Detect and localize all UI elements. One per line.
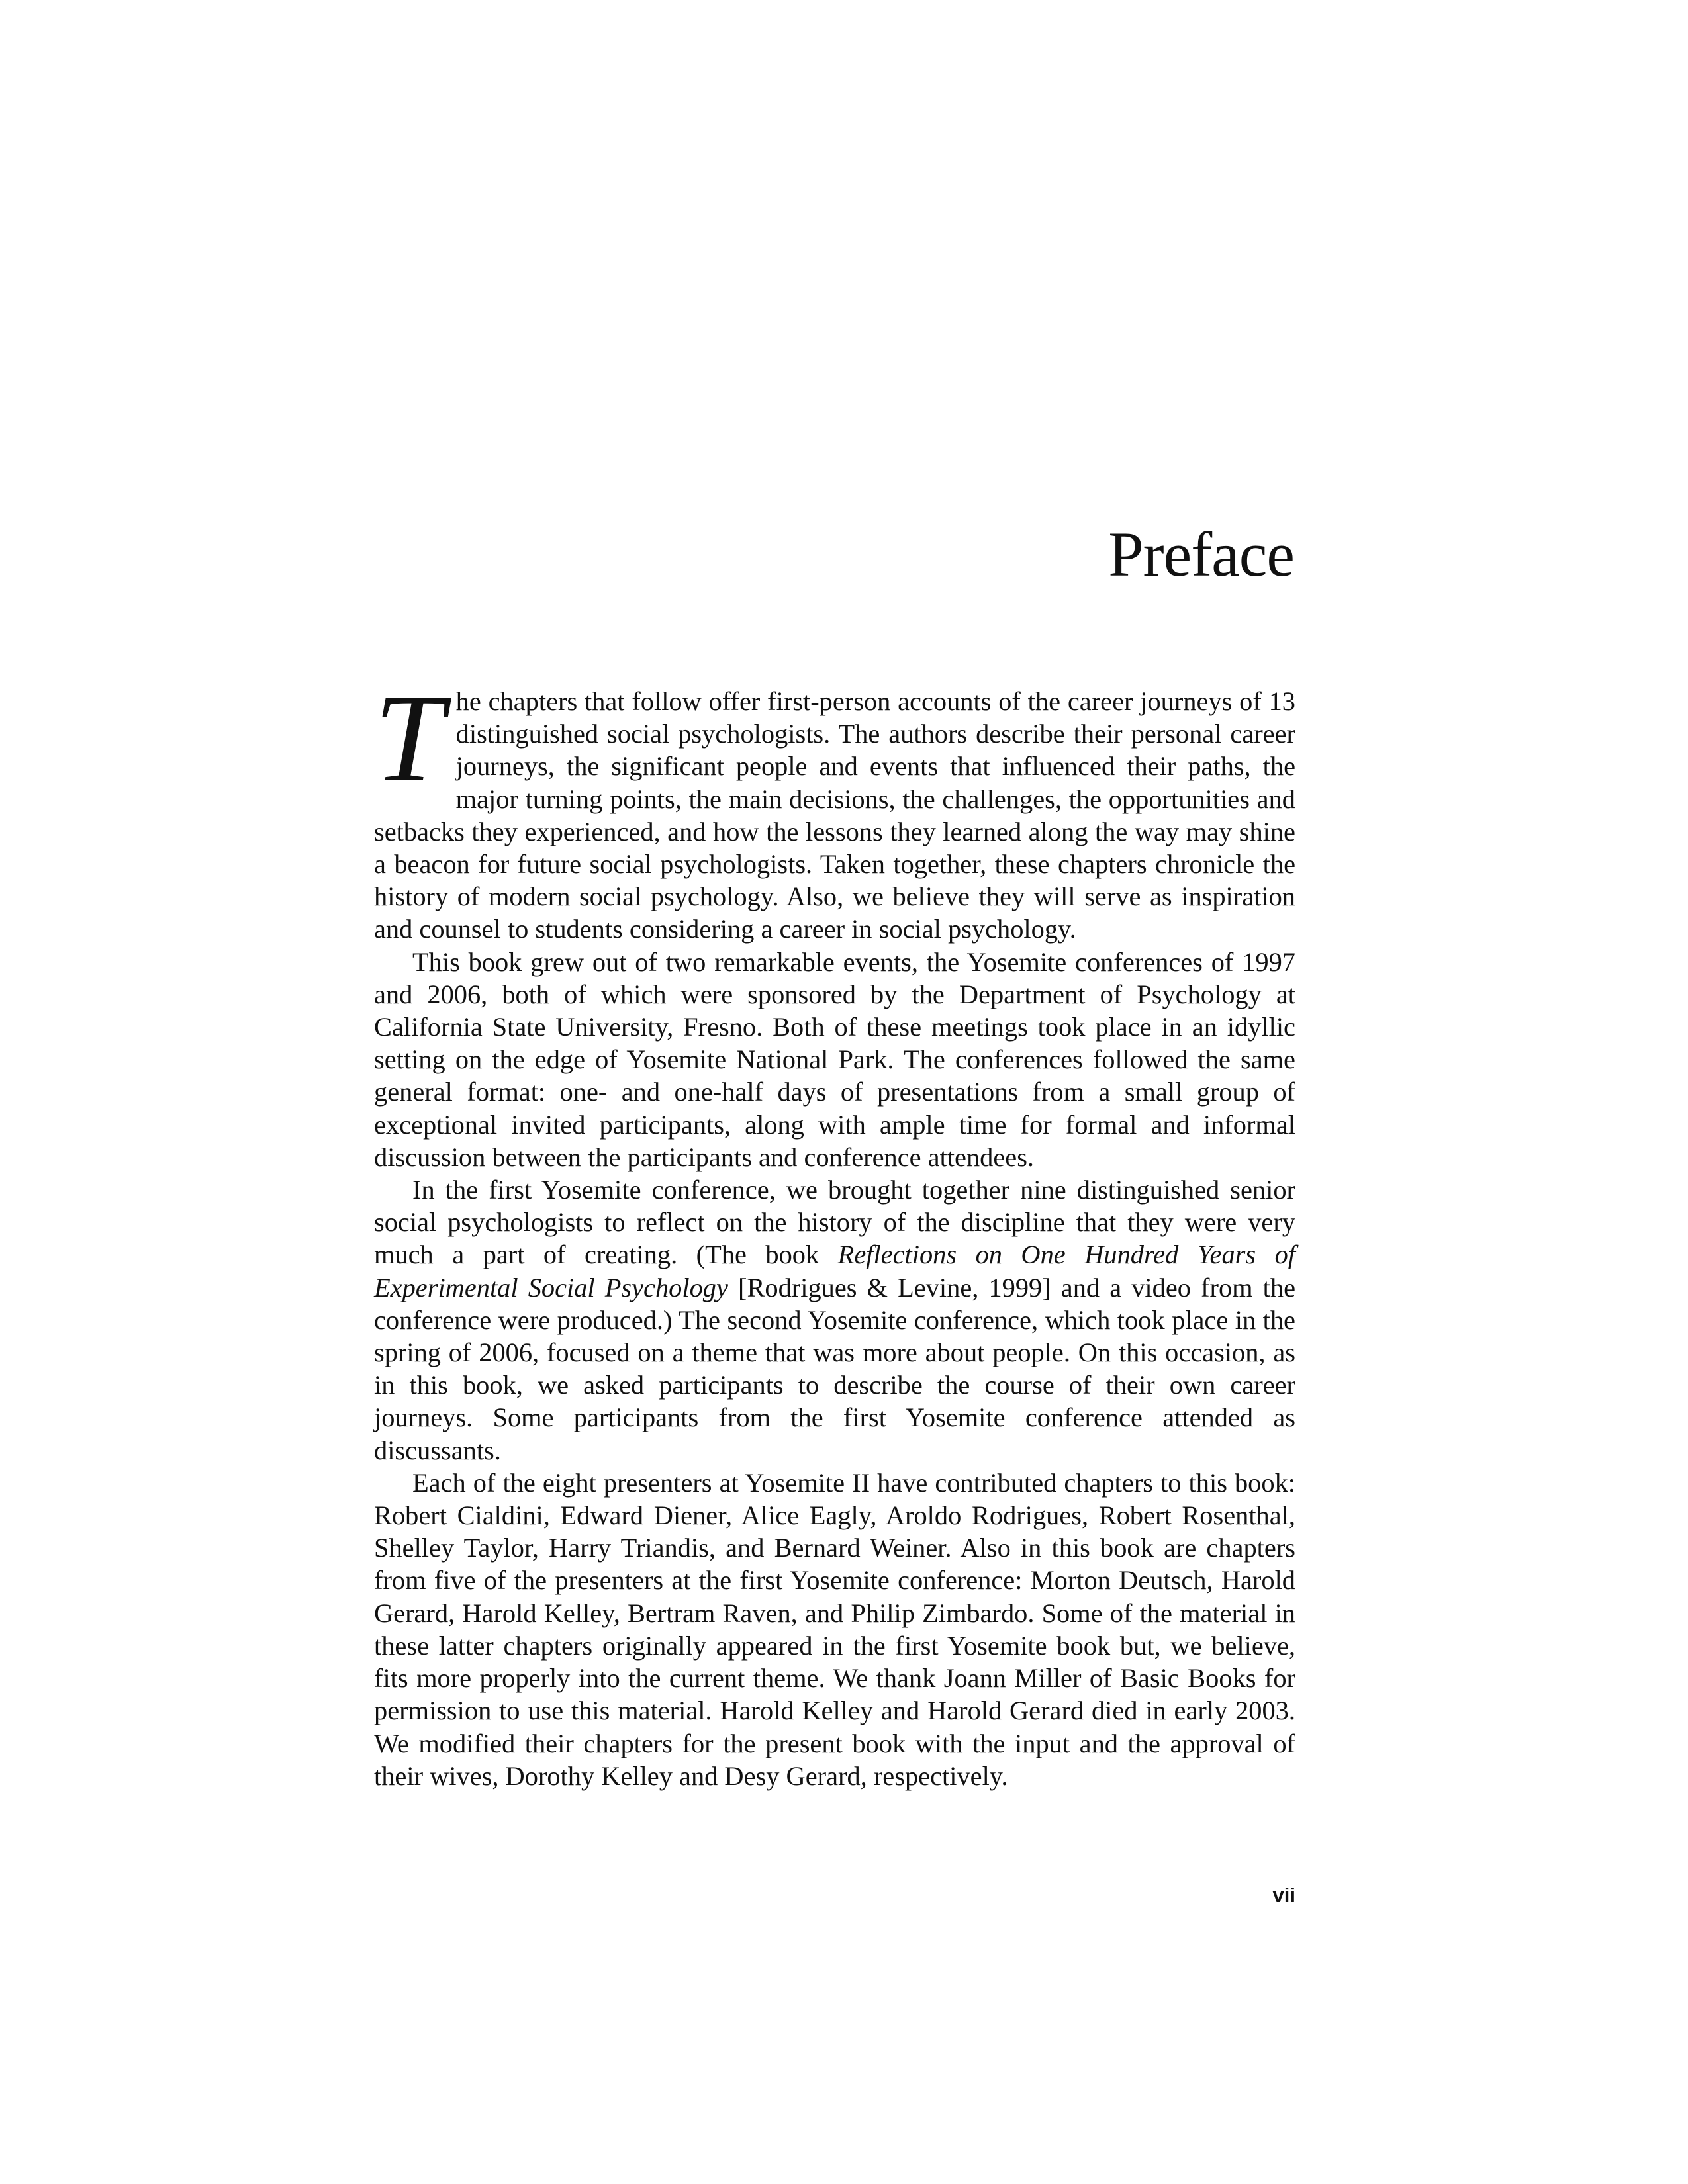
paragraph-3 (374, 1173, 1295, 1467)
paragraph-2: This book grew out of two remarkable events, the Yosemite conferences of 1997 and 2006, both of which were sponsored by the Department of Psychology at California State University, Fresno. Both of these meetings took place in an idyllic setting on the edge of Yosemite National Park. The conferences followed the same general format: one- and one-half days of presentations from a small group of exceptional invited participants, along with ample time for formal and informal discussion between the participants and conference attendees. (374, 946, 1295, 1172)
page-number: vii (1272, 1884, 1295, 1907)
page-title: Preface (1108, 519, 1294, 590)
drop-cap: T (374, 669, 444, 808)
paragraph-1 (374, 669, 1295, 946)
preface-body (374, 669, 1296, 1792)
paragraph-1-text: he chapters that follow offer first-person accounts of the career journeys of 13 distinguished social psychologists. The authors describe their personal career journeys, the significant people and events that influenced their paths, the major turning points, the main decisions, the challenges, the opportunities and setbacks they experienced, and how the lessons they learned along the way may shine a beacon for future social psychologists. Taken together, these chapters chronicle the history of modern social psychology. Also, we believe they will serve as inspiration and counsel to students considering a career in social psychology. (374, 686, 1295, 944)
book-title-reference: Reflections on One Hundred Years of Experimental Social Psychology (374, 1240, 1295, 1302)
paragraph-3-text-before: In the first Yosemite conference, we brought together nine distinguished senior social psychologists to reflect on the history of the discipline that they were very much a part of creating. (The book (374, 1175, 1295, 1270)
paragraph-3-text-after: [Rodrigues & Levine, 1999] and a video from the conference were produced.) The second Yosemite conference, which took place in the spring of 2006, focused on a theme that was more about people. On this occasion, as in this book, we asked participants to describe the course of their own career journeys. Some participants from the first Yosemite conference attended as discussants. (374, 1272, 1296, 1465)
paragraph-4: Each of the eight presenters at Yosemite II have contributed chapters to this book: Robert Cialdini, Edward Diener, Alice Eagly, Aroldo Rodrigues, Robert Rosenthal, Shelley Taylor, Harry Triandis, and Bernard Weiner. Also in this book are chapters from five of the presenters at the first Yosemite conference: Morton Deutsch, Harold Gerard, Harold Kelley, Bertram Raven, and Philip Zimbardo. Some of the material in these latter chapters originally appeared in the first Yosemite book but, we believe, fits more properly into the current theme. We thank Joann Miller of Basic Books for permission to use this material. Harold Kelley and Harold Gerard died in early 2003. We modified their chapters for the present book with the input and the approval of their wives, Dorothy Kelley and Desy Gerard, respectively. (374, 1467, 1295, 1791)
